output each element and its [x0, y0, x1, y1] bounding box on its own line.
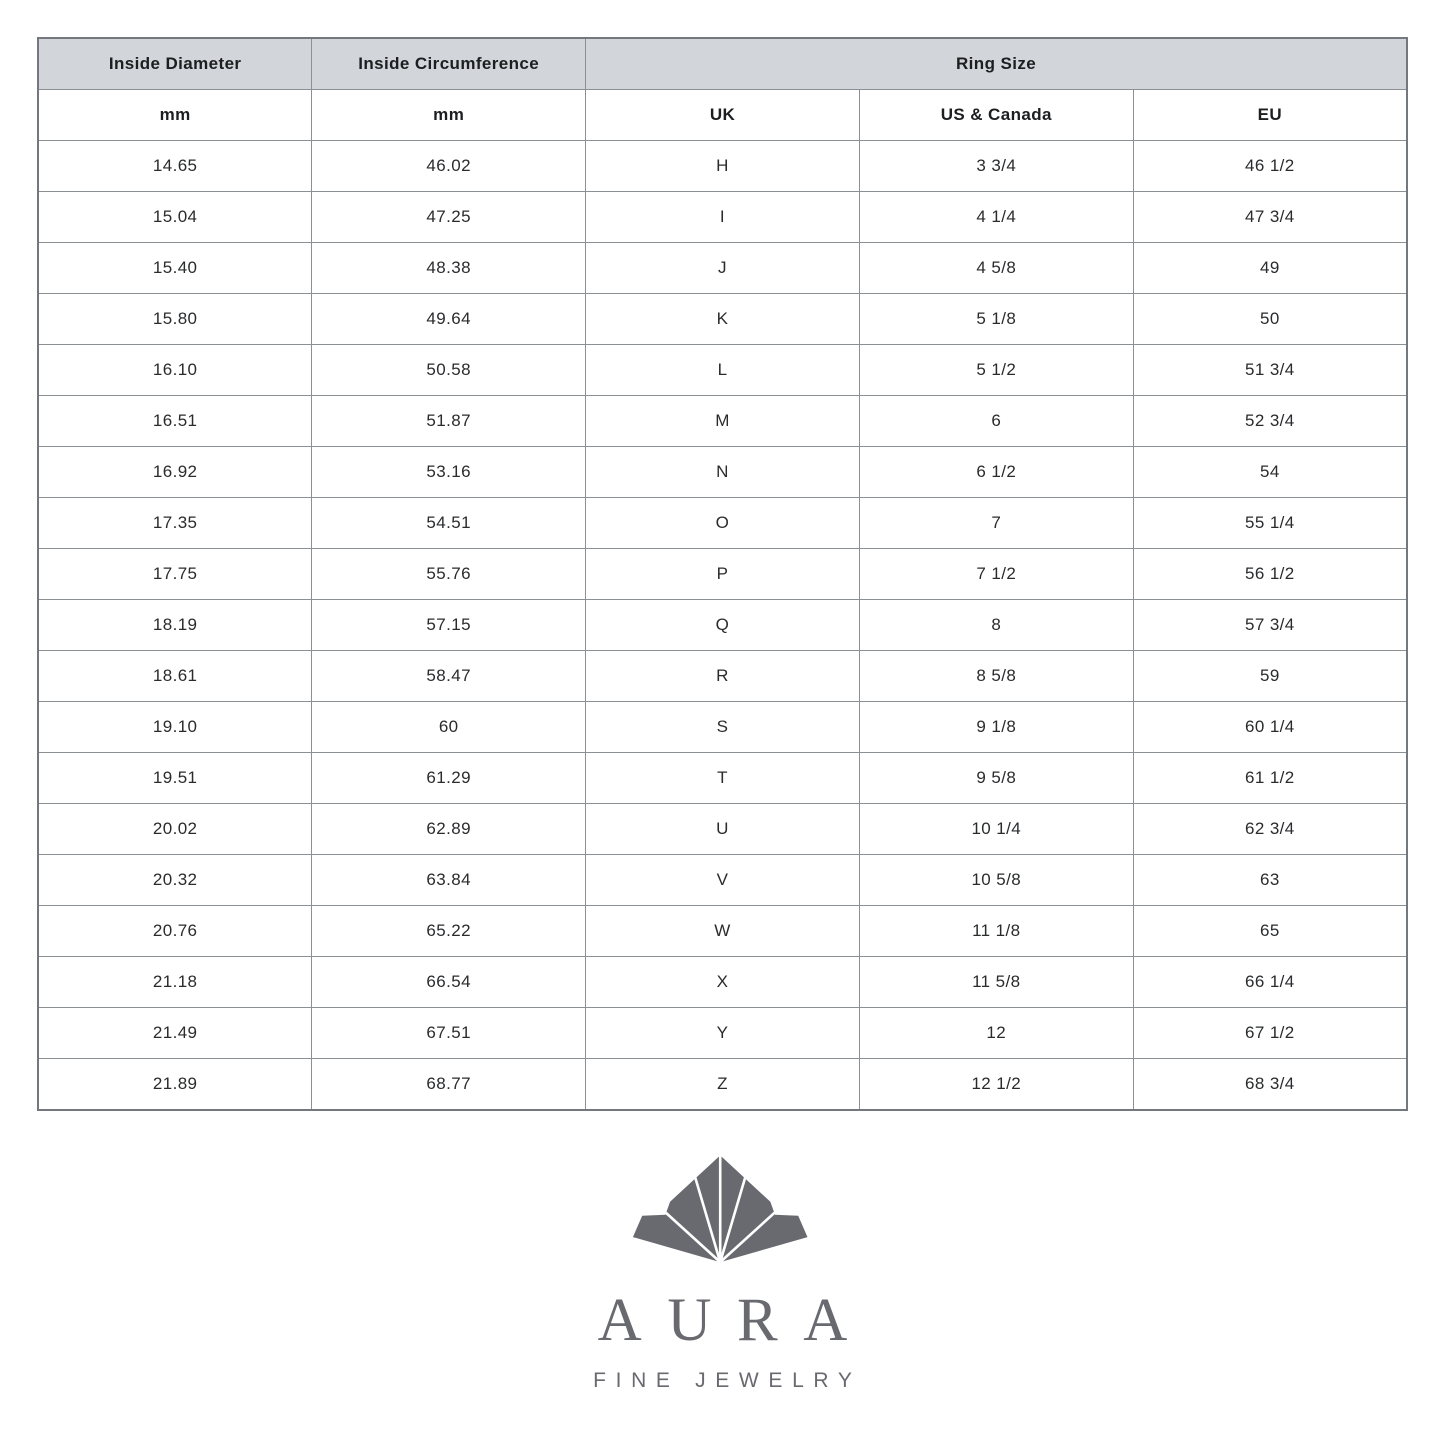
cell-eu-size: 67 1/2 — [1133, 1008, 1407, 1059]
cell-uk-size: Q — [586, 600, 860, 651]
cell-uk-size: J — [586, 243, 860, 294]
cell-eu-size: 62 3/4 — [1133, 804, 1407, 855]
table-head — [38, 38, 1407, 141]
cell-eu-size: 68 3/4 — [1133, 1059, 1407, 1111]
cell-us-canada-size: 7 — [859, 498, 1133, 549]
cell-us-canada-size: 12 — [859, 1008, 1133, 1059]
cell-inside-diameter-mm: 20.76 — [38, 906, 312, 957]
cell-eu-size: 50 — [1133, 294, 1407, 345]
cell-inside-circumference-mm: 55.76 — [312, 549, 586, 600]
cell-inside-circumference-mm: 67.51 — [312, 1008, 586, 1059]
cell-inside-diameter-mm: 17.35 — [38, 498, 312, 549]
cell-eu-size: 52 3/4 — [1133, 396, 1407, 447]
cell-inside-diameter-mm: 18.19 — [38, 600, 312, 651]
cell-inside-diameter-mm: 16.92 — [38, 447, 312, 498]
cell-inside-circumference-mm: 66.54 — [312, 957, 586, 1008]
brand-name: AURA — [597, 1287, 873, 1354]
cell-inside-diameter-mm: 15.04 — [38, 192, 312, 243]
cell-inside-diameter-mm: 20.32 — [38, 855, 312, 906]
table-row — [38, 141, 1407, 192]
cell-us-canada-size: 3 3/4 — [859, 141, 1133, 192]
cell-inside-diameter-mm: 21.49 — [38, 1008, 312, 1059]
cell-eu-size: 63 — [1133, 855, 1407, 906]
cell-uk-size: M — [586, 396, 860, 447]
cell-inside-circumference-mm: 51.87 — [312, 396, 586, 447]
cell-uk-size: W — [586, 906, 860, 957]
cell-uk-size: T — [586, 753, 860, 804]
fan-lotus-icon — [624, 1147, 822, 1277]
cell-us-canada-size: 4 5/8 — [859, 243, 1133, 294]
table-row — [38, 192, 1407, 243]
table-group-header-row — [38, 38, 1407, 90]
cell-inside-circumference-mm: 53.16 — [312, 447, 586, 498]
cell-inside-circumference-mm: 50.58 — [312, 345, 586, 396]
cell-inside-circumference-mm: 46.02 — [312, 141, 586, 192]
cell-uk-size: U — [586, 804, 860, 855]
cell-inside-diameter-mm: 17.75 — [38, 549, 312, 600]
cell-eu-size: 66 1/4 — [1133, 957, 1407, 1008]
cell-uk-size: H — [586, 141, 860, 192]
cell-us-canada-size: 11 1/8 — [859, 906, 1133, 957]
cell-eu-size: 59 — [1133, 651, 1407, 702]
cell-inside-diameter-mm: 21.89 — [38, 1059, 312, 1111]
cell-inside-circumference-mm: 57.15 — [312, 600, 586, 651]
cell-uk-size: X — [586, 957, 860, 1008]
cell-uk-size: S — [586, 702, 860, 753]
header-inside-diameter: Inside Diameter — [38, 38, 312, 90]
cell-us-canada-size: 6 1/2 — [859, 447, 1133, 498]
cell-inside-circumference-mm: 60 — [312, 702, 586, 753]
table-row — [38, 243, 1407, 294]
cell-inside-diameter-mm: 15.40 — [38, 243, 312, 294]
subheader-us-canada: US & Canada — [859, 90, 1133, 141]
cell-us-canada-size: 12 1/2 — [859, 1059, 1133, 1111]
cell-us-canada-size: 10 1/4 — [859, 804, 1133, 855]
cell-inside-circumference-mm: 58.47 — [312, 651, 586, 702]
cell-us-canada-size: 9 5/8 — [859, 753, 1133, 804]
subheader-diameter-mm: mm — [38, 90, 312, 141]
header-inside-circumference: Inside Circumference — [312, 38, 586, 90]
table-row — [38, 1008, 1407, 1059]
table-row — [38, 957, 1407, 1008]
table-row — [38, 498, 1407, 549]
cell-inside-circumference-mm: 65.22 — [312, 906, 586, 957]
cell-eu-size: 55 1/4 — [1133, 498, 1407, 549]
subheader-circumference-mm: mm — [312, 90, 586, 141]
table-row — [38, 345, 1407, 396]
cell-inside-circumference-mm: 48.38 — [312, 243, 586, 294]
table-row — [38, 447, 1407, 498]
cell-us-canada-size: 10 5/8 — [859, 855, 1133, 906]
cell-inside-circumference-mm: 62.89 — [312, 804, 586, 855]
table-row — [38, 294, 1407, 345]
table-row — [38, 702, 1407, 753]
cell-us-canada-size: 5 1/2 — [859, 345, 1133, 396]
cell-inside-diameter-mm: 14.65 — [38, 141, 312, 192]
cell-eu-size: 46 1/2 — [1133, 141, 1407, 192]
header-ring-size: Ring Size — [586, 38, 1407, 90]
cell-eu-size: 57 3/4 — [1133, 600, 1407, 651]
cell-inside-diameter-mm: 16.10 — [38, 345, 312, 396]
table-row — [38, 753, 1407, 804]
cell-eu-size: 49 — [1133, 243, 1407, 294]
table-row — [38, 396, 1407, 447]
ring-size-table — [37, 37, 1408, 1111]
cell-uk-size: P — [586, 549, 860, 600]
table-row — [38, 651, 1407, 702]
cell-eu-size: 54 — [1133, 447, 1407, 498]
cell-eu-size: 61 1/2 — [1133, 753, 1407, 804]
table-row — [38, 549, 1407, 600]
brand-tagline: FINE JEWELRY — [593, 1369, 862, 1393]
cell-inside-diameter-mm: 21.18 — [38, 957, 312, 1008]
table-row — [38, 804, 1407, 855]
cell-uk-size: Y — [586, 1008, 860, 1059]
table-row — [38, 600, 1407, 651]
cell-uk-size: K — [586, 294, 860, 345]
cell-uk-size: Z — [586, 1059, 860, 1111]
cell-inside-diameter-mm: 19.10 — [38, 702, 312, 753]
cell-inside-circumference-mm: 47.25 — [312, 192, 586, 243]
cell-inside-diameter-mm: 19.51 — [38, 753, 312, 804]
cell-us-canada-size: 4 1/4 — [859, 192, 1133, 243]
cell-inside-circumference-mm: 63.84 — [312, 855, 586, 906]
cell-inside-circumference-mm: 54.51 — [312, 498, 586, 549]
cell-uk-size: N — [586, 447, 860, 498]
cell-eu-size: 47 3/4 — [1133, 192, 1407, 243]
cell-us-canada-size: 6 — [859, 396, 1133, 447]
brand-logo — [37, 1147, 1408, 1393]
cell-us-canada-size: 8 — [859, 600, 1133, 651]
table-body — [38, 141, 1407, 1111]
table-row — [38, 906, 1407, 957]
cell-inside-circumference-mm: 68.77 — [312, 1059, 586, 1111]
subheader-eu: EU — [1133, 90, 1407, 141]
cell-uk-size: L — [586, 345, 860, 396]
cell-inside-diameter-mm: 20.02 — [38, 804, 312, 855]
cell-us-canada-size: 7 1/2 — [859, 549, 1133, 600]
table-row — [38, 1059, 1407, 1111]
cell-uk-size: O — [586, 498, 860, 549]
table-row — [38, 855, 1407, 906]
cell-uk-size: I — [586, 192, 860, 243]
cell-eu-size: 60 1/4 — [1133, 702, 1407, 753]
cell-inside-circumference-mm: 61.29 — [312, 753, 586, 804]
cell-uk-size: R — [586, 651, 860, 702]
cell-us-canada-size: 9 1/8 — [859, 702, 1133, 753]
cell-inside-diameter-mm: 15.80 — [38, 294, 312, 345]
cell-inside-circumference-mm: 49.64 — [312, 294, 586, 345]
cell-inside-diameter-mm: 18.61 — [38, 651, 312, 702]
cell-us-canada-size: 5 1/8 — [859, 294, 1133, 345]
cell-eu-size: 56 1/2 — [1133, 549, 1407, 600]
cell-uk-size: V — [586, 855, 860, 906]
cell-eu-size: 65 — [1133, 906, 1407, 957]
cell-us-canada-size: 11 5/8 — [859, 957, 1133, 1008]
table-subheader-row — [38, 90, 1407, 141]
subheader-uk: UK — [586, 90, 860, 141]
cell-inside-diameter-mm: 16.51 — [38, 396, 312, 447]
cell-eu-size: 51 3/4 — [1133, 345, 1407, 396]
cell-us-canada-size: 8 5/8 — [859, 651, 1133, 702]
